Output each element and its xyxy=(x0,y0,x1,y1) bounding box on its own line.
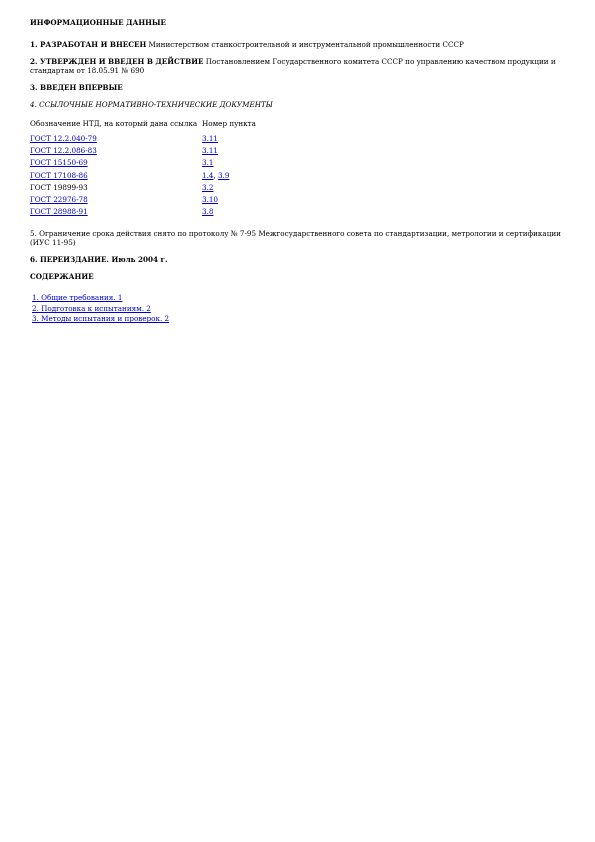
info-item-3-label: 3. ВВЕДЕН ВПЕРВЫЕ xyxy=(30,83,123,92)
reference-doc-cell xyxy=(30,146,202,158)
toc-list xyxy=(30,293,570,324)
reference-point-cell xyxy=(202,183,256,195)
reference-point-link[interactable]: 3.11 xyxy=(202,146,219,156)
references-table-row xyxy=(30,171,256,183)
reference-doc-cell xyxy=(30,195,202,207)
toc-item xyxy=(32,304,570,314)
reference-point-cell xyxy=(202,134,256,146)
references-table-row xyxy=(30,183,256,195)
references-header-point: Номер пункта xyxy=(202,119,256,128)
info-item-3 xyxy=(30,83,570,92)
reference-doc-link[interactable]: ГОСТ 22976-78 xyxy=(30,194,88,204)
reference-doc-link[interactable]: ГОСТ 15150-69 xyxy=(30,158,88,168)
references-table xyxy=(30,119,256,219)
reference-point-link[interactable]: 1.4 xyxy=(202,170,214,180)
info-item-2 xyxy=(30,57,570,75)
info-item-2-label: 2. УТВЕРЖДЕН И ВВЕДЕН В ДЕЙСТВИЕ xyxy=(30,57,204,66)
reference-doc-text: ГОСТ 19899-93 xyxy=(30,182,88,192)
toc-item xyxy=(32,314,570,324)
reference-point-link[interactable]: 3.8 xyxy=(202,207,214,217)
info-item-1 xyxy=(30,40,570,49)
reference-doc-link[interactable]: ГОСТ 12.2.086-83 xyxy=(30,146,97,156)
reference-point-link[interactable]: 3.9 xyxy=(218,170,230,180)
info-item-1-label: 1. РАЗРАБОТАН И ВНЕСЕН xyxy=(30,40,147,49)
info-item-4 xyxy=(30,100,570,109)
info-item-4-label: 4. ССЫЛОЧНЫЕ НОРМАТИВНО-ТЕХНИЧЕСКИЕ ДОКУМЕНТЫ xyxy=(30,100,273,109)
toc-link-3[interactable]: 3. Методы испытания и проверок. 2 xyxy=(32,314,170,324)
references-header-doc: Обозначение НТД, на который дана ссылка xyxy=(30,119,198,128)
toc-link-1[interactable]: 1. Общие требования. 1 xyxy=(32,293,123,303)
references-table-row xyxy=(30,207,256,219)
reference-point-link[interactable]: 3.11 xyxy=(202,134,219,143)
references-table-row xyxy=(30,195,256,207)
reference-doc-link[interactable]: ГОСТ 28988-91 xyxy=(30,207,88,217)
reference-doc-cell xyxy=(30,183,202,195)
info-item-5: 5. Ограничение срока действия снято по протоколу № 7-95 Межгосударственного совета по стандартизации, метрологии и сертификации (ИУС 11-95) xyxy=(30,229,561,248)
toc-item xyxy=(32,293,570,303)
reference-doc-link[interactable]: ГОСТ 17108-86 xyxy=(30,170,88,180)
reference-point-link[interactable]: 3.10 xyxy=(202,194,219,204)
reference-point-cell xyxy=(202,158,256,170)
references-table-header xyxy=(30,119,256,134)
reference-doc-cell xyxy=(30,207,202,219)
reference-point-link[interactable]: 3.1 xyxy=(202,158,214,168)
document-title: ИНФОРМАЦИОННЫЕ ДАННЫЕ xyxy=(30,18,167,27)
reference-point-cell xyxy=(202,146,256,158)
references-table-row xyxy=(30,158,256,170)
info-item-6-label: 6. ПЕРЕИЗДАНИЕ. Июль 2004 г. xyxy=(30,255,168,265)
reference-doc-link[interactable]: ГОСТ 12.2.040-79 xyxy=(30,134,97,143)
document-page xyxy=(30,18,570,325)
reference-point-link[interactable]: 3.2 xyxy=(202,182,214,192)
reference-doc-cell xyxy=(30,171,202,183)
references-table-row xyxy=(30,134,256,146)
reference-point-cell: 1.4, 3.9 xyxy=(202,170,230,180)
reference-point-cell xyxy=(202,195,256,207)
reference-doc-cell xyxy=(30,134,202,146)
toc-title: СОДЕРЖАНИЕ xyxy=(30,272,94,282)
toc-link-2[interactable]: 2. Подготовка к испытаниям. 2 xyxy=(32,303,151,313)
info-item-6 xyxy=(30,255,570,264)
reference-doc-cell xyxy=(30,158,202,170)
info-item-1-text: Министерством станкостроительной и инструментальной промышленности СССР xyxy=(146,40,464,49)
references-table-body xyxy=(30,134,256,219)
reference-point-cell xyxy=(202,207,256,219)
references-table-row xyxy=(30,146,256,158)
info-item-2-text: Постановлением Государственного комитета СССР по управлению качеством продукции и стандартам от 18.05.91 № 690 xyxy=(30,57,556,75)
